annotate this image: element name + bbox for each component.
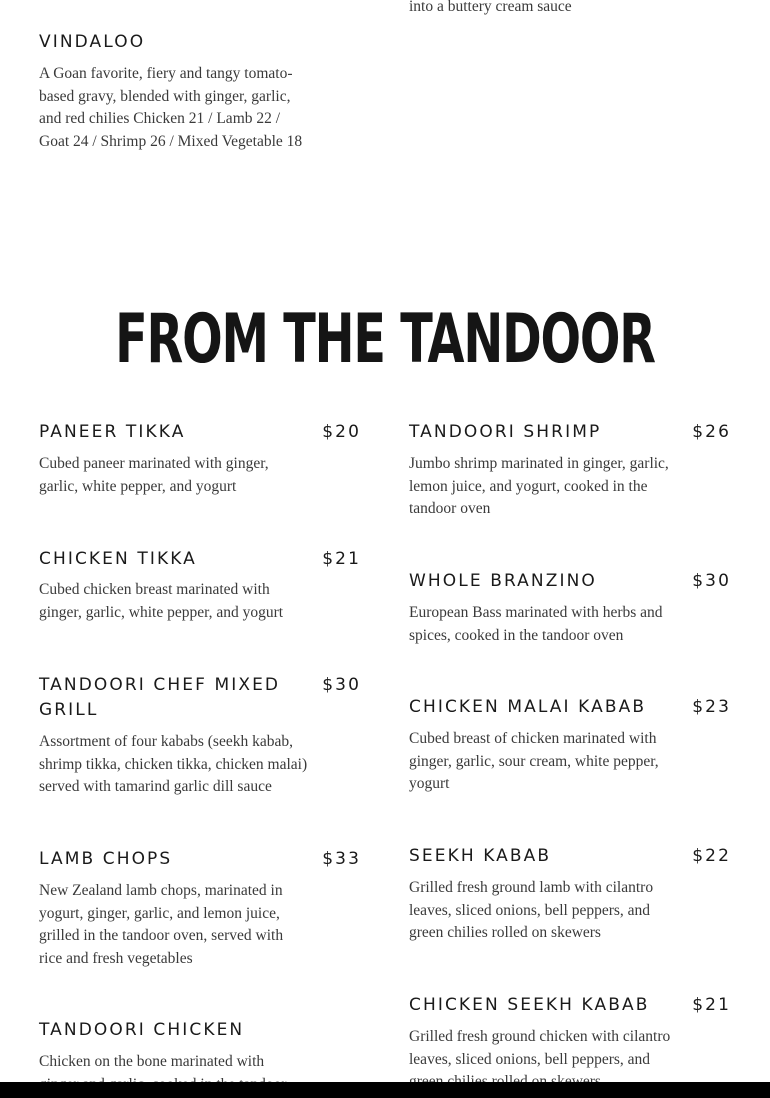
- menu-item-price: $21: [322, 549, 361, 569]
- bottom-bar: [0, 1082, 770, 1098]
- section-heading-tandoor: FROM THE TANDOOR: [115, 300, 655, 379]
- menu-item-price: $23: [692, 697, 731, 717]
- menu-item-description: Cubed chicken breast marinated with ginger, garlic, white pepper, and yogurt: [39, 581, 284, 621]
- menu-item-price: $21: [692, 995, 731, 1015]
- menu-item-description: New Zealand lamb chops, marinated in yogurt, ginger, garlic, and lemon juice, grilled in the tandoor oven, served with rice and fresh vegetables: [39, 882, 284, 967]
- menu-item-title: LAMB CHOPS: [39, 849, 173, 869]
- menu-item-description: Grilled fresh ground chicken with cilantro leaves, sliced onions, bell peppers, and: [409, 1028, 671, 1068]
- menu-item-price: $26: [692, 422, 731, 442]
- menu-item-title: CHICKEN SEEKH KABAB: [409, 995, 650, 1015]
- menu-item-price: $20: [322, 422, 361, 442]
- menu-item-description: Chicken on the bone marinated with: [39, 1053, 265, 1070]
- menu-item-title: CHICKEN MALAI KABAB: [409, 697, 647, 717]
- menu-item-description: Assortment of four kababs (seekh kabab, shrimp tikka, chicken tikka, chicken malai) served with tamarind garlic dill sauce: [39, 733, 308, 795]
- menu-item-title: TANDOORI SHRIMP: [409, 422, 602, 442]
- menu-item-price: $30: [322, 675, 361, 695]
- menu-item-title: CHICKEN TIKKA: [39, 549, 197, 569]
- menu-item-title: PANEER TIKKA: [39, 422, 186, 442]
- previous-item-description-fragment: into a buttery cream sauce: [409, 0, 572, 15]
- menu-item-description: Cubed paneer marinated with ginger, garlic, white pepper, and yogurt: [39, 455, 269, 495]
- menu-item-price: $33: [322, 849, 361, 869]
- menu-item-description: Jumbo shrimp marinated in ginger, garlic, lemon juice, and yogurt, cooked in the tandoor oven: [409, 455, 669, 517]
- menu-item-price: $30: [692, 571, 731, 591]
- menu-item-title: VINDALOO: [39, 32, 146, 52]
- menu-item-description: A Goan favorite, fiery and tangy tomato-based gravy, blended with ginger, garlic, and red chilies Chicken 21 / Lamb 22 / Goat 24 / Shrimp 26 / Mixed Vegetable 18: [39, 65, 303, 150]
- menu-item-title: TANDOORI CHICKEN: [39, 1020, 245, 1040]
- menu-item-title: TANDOORI CHEF MIXED GRILL: [39, 675, 281, 720]
- menu-item-title: SEEKH KABAB: [409, 846, 552, 866]
- menu-item-description: Grilled fresh ground lamb with cilantro leaves, sliced onions, bell peppers, and green chilies rolled on skewers: [409, 879, 654, 941]
- menu-item-title: WHOLE BRANZINO: [409, 571, 597, 591]
- menu-item-description: Cubed breast of chicken marinated with ginger, garlic, sour cream, white pepper, yogurt: [409, 730, 659, 792]
- menu-item-description: European Bass marinated with herbs and spices, cooked in the tandoor oven: [409, 604, 663, 644]
- menu-item-price: $22: [692, 846, 731, 866]
